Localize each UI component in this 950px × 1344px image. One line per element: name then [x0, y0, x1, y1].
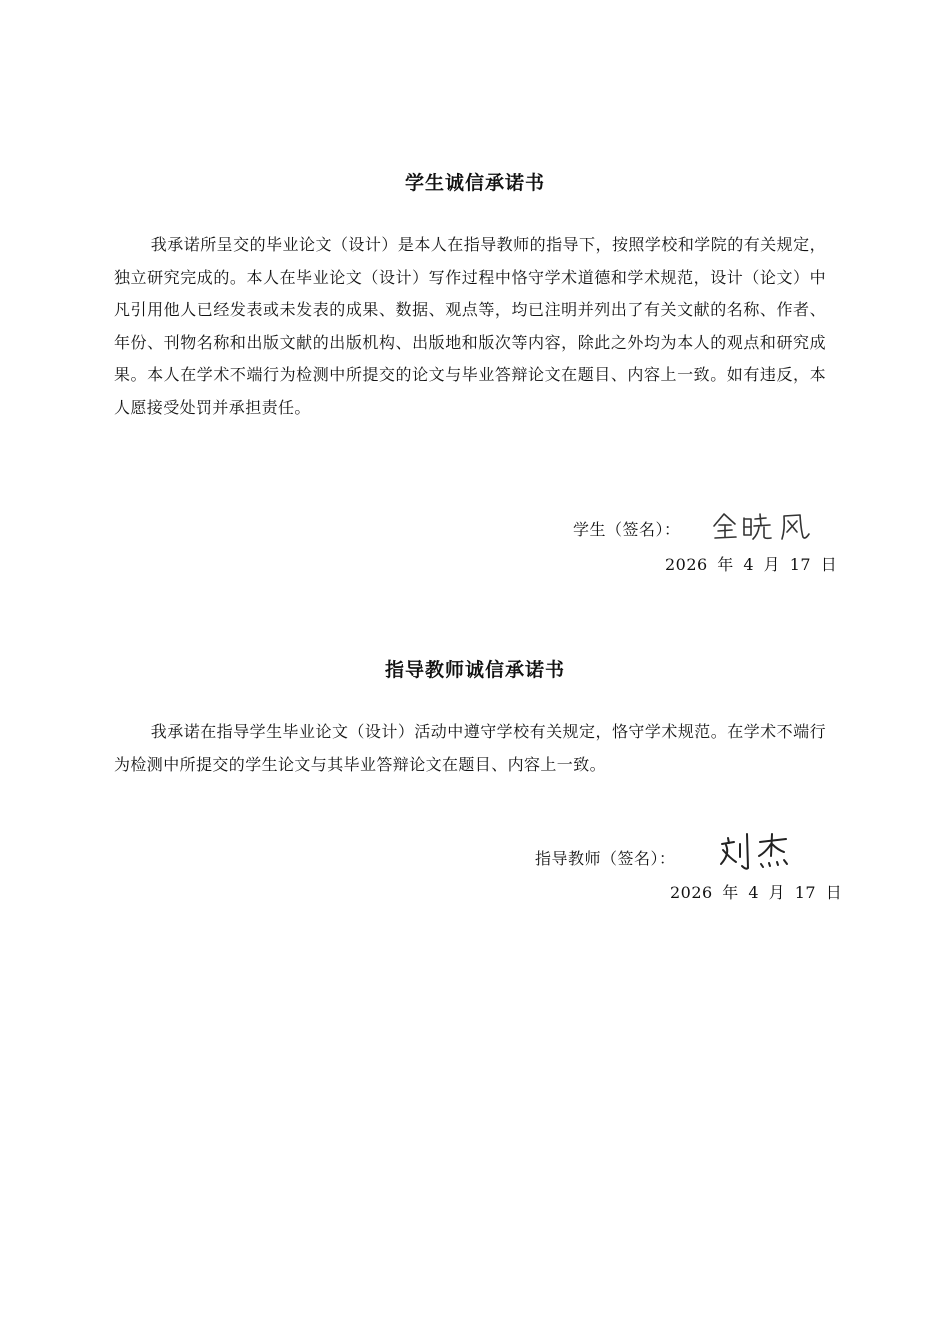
student-handwritten-signature: [708, 510, 818, 544]
student-sign-date: 2026 年 4 月 17 日: [665, 555, 838, 574]
advisor-handwritten-signature: [714, 830, 804, 872]
advisor-pledge-title: 指导教师诚信承诺书: [384, 659, 565, 681]
advisor-pledge-body: 我承诺在指导学生毕业论文（设计）活动中遵守学校有关规定，恪守学术规范。在学术不端行为检测中所提交的学生论文与其毕业答辩论文在题目、内容上一致。: [114, 722, 826, 774]
student-signature-label: 学生（签名）：: [573, 520, 681, 539]
advisor-signature-label: 指导教师（签名）：: [535, 849, 676, 868]
advisor-sign-date: 2026 年 4 月 17 日: [670, 883, 843, 902]
student-pledge-title: 学生诚信承诺书: [404, 172, 545, 194]
student-pledge-body: 我承诺所呈交的毕业论文（设计）是本人在指导教师的指导下，按照学校和学院的有关规定，独立研究完成的。本人在毕业论文（设计）写作过程中恪守学术道德和学术规范，设计（论文）中凡引用他人已经发表或未发表的成果、数据、观点等，均已注明并列出了有关文献的名称、作者、年份、刊物名称和出版文献的出版机构、出版地和版次等内容，除此之外均为本人的观点和研究成果。本人在学术不端行为检测中所提交的论文与毕业答辩论文在题目、内容上一致。如有违反，本人愿接受处罚并承担责任。: [114, 235, 826, 417]
